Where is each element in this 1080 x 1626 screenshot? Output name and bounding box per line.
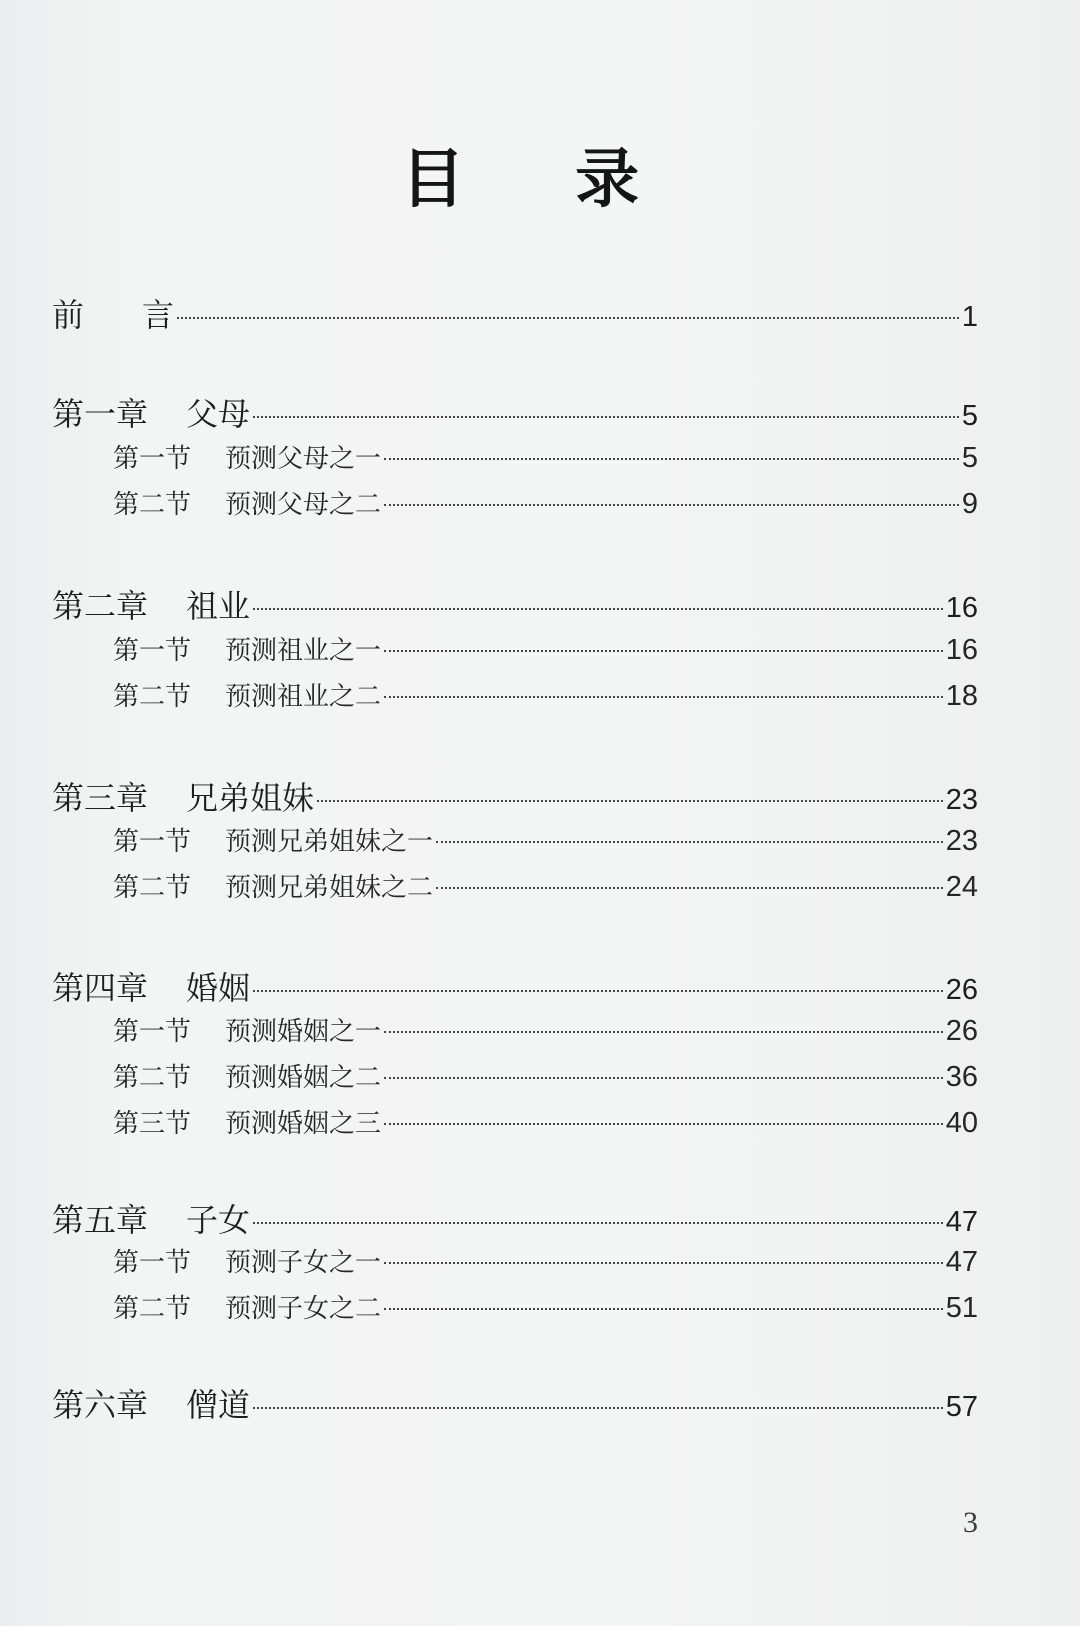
dot-leader <box>436 887 943 889</box>
dot-leader <box>317 800 943 802</box>
toc-chapter-entry <box>52 290 978 334</box>
section-number: 第二节 <box>113 490 192 520</box>
dot-leader <box>384 1077 943 1079</box>
toc-section-entry <box>113 867 978 905</box>
toc-page-number: 47 <box>945 1206 978 1238</box>
section-number: 第一节 <box>113 827 192 857</box>
toc-page-number: 5 <box>961 400 978 432</box>
section-number: 第一节 <box>113 1017 192 1047</box>
section-number: 第三节 <box>113 1109 192 1139</box>
toc-page-number: 5 <box>961 442 978 474</box>
toc-chapter-entry <box>52 1195 978 1239</box>
toc-page-number: 1 <box>961 301 978 333</box>
page-title: 目 录 <box>400 143 684 217</box>
dot-leader <box>384 458 959 460</box>
dot-leader <box>177 317 959 319</box>
dot-leader <box>384 1031 943 1033</box>
dot-leader <box>253 1222 943 1224</box>
chapter-title: 婚姻 <box>186 969 251 1007</box>
section-title: 预测祖业之二 <box>225 682 382 712</box>
toc-page-number: 23 <box>945 825 978 857</box>
dot-leader <box>384 1262 943 1264</box>
chapter-title: 言 <box>142 296 175 334</box>
toc-chapter-entry <box>52 773 978 817</box>
dot-leader <box>384 1308 943 1310</box>
section-number: 第二节 <box>113 873 192 903</box>
section-number: 第一节 <box>113 1248 192 1278</box>
toc-chapter-entry <box>52 389 978 433</box>
chapter-title: 兄弟姐妹 <box>186 779 315 817</box>
toc-page-number: 24 <box>945 871 978 903</box>
toc-page-number: 23 <box>945 784 978 816</box>
toc-page-number: 51 <box>945 1292 978 1324</box>
chapter-number: 前 <box>52 296 85 334</box>
chapter-number: 第二章 <box>52 587 149 625</box>
section-title: 预测婚姻之二 <box>225 1063 382 1093</box>
toc-section-entry <box>113 1011 978 1049</box>
toc-page-number: 18 <box>945 680 978 712</box>
toc-chapter-entry <box>52 963 978 1007</box>
section-title: 预测子女之一 <box>225 1248 382 1278</box>
toc-section-entry <box>113 676 978 714</box>
toc-section-entry <box>113 1057 978 1095</box>
chapter-number: 第三章 <box>52 779 149 817</box>
toc-section-entry <box>113 1103 978 1141</box>
dot-leader <box>253 990 943 992</box>
dot-leader <box>384 650 943 652</box>
dot-leader <box>384 696 943 698</box>
toc-page-number: 16 <box>945 634 978 666</box>
toc-page-number: 57 <box>945 1391 978 1423</box>
toc-section-entry <box>113 630 978 668</box>
section-number: 第二节 <box>113 1294 192 1324</box>
dot-leader <box>253 416 959 418</box>
page-number: 3 <box>963 1506 978 1539</box>
toc-section-entry <box>113 821 978 859</box>
toc-page-number: 26 <box>945 1015 978 1047</box>
chapter-title: 父母 <box>186 395 251 433</box>
toc-page-number: 9 <box>961 488 978 520</box>
section-title: 预测婚姻之一 <box>225 1017 382 1047</box>
section-title: 预测兄弟姐妹之二 <box>225 873 434 903</box>
section-number: 第一节 <box>113 444 192 474</box>
chapter-number: 第四章 <box>52 969 149 1007</box>
chapter-number: 第五章 <box>52 1201 149 1239</box>
toc-page-number: 40 <box>945 1107 978 1139</box>
chapter-title: 僧道 <box>186 1386 251 1424</box>
toc-section-entry <box>113 1242 978 1280</box>
chapter-title: 子女 <box>186 1201 251 1239</box>
section-title: 预测祖业之一 <box>225 636 382 666</box>
section-title: 预测子女之二 <box>225 1294 382 1324</box>
section-number: 第一节 <box>113 636 192 666</box>
toc-chapter-entry <box>52 1380 978 1424</box>
section-title: 预测兄弟姐妹之一 <box>225 827 434 857</box>
dot-leader <box>253 1407 943 1409</box>
chapter-title: 祖业 <box>186 587 251 625</box>
dot-leader <box>253 608 943 610</box>
section-number: 第二节 <box>113 1063 192 1093</box>
section-title: 预测婚姻之三 <box>225 1109 382 1139</box>
toc-section-entry <box>113 438 978 476</box>
toc-page-number: 47 <box>945 1246 978 1278</box>
toc-page-number: 36 <box>945 1061 978 1093</box>
toc-page-number: 26 <box>945 974 978 1006</box>
dot-leader <box>384 504 959 506</box>
section-title: 预测父母之一 <box>225 444 382 474</box>
toc-page-number: 16 <box>945 592 978 624</box>
toc-section-entry <box>113 1288 978 1326</box>
toc-chapter-entry <box>52 581 978 625</box>
toc-section-entry <box>113 484 978 522</box>
dot-leader <box>436 841 943 843</box>
chapter-number: 第六章 <box>52 1386 149 1424</box>
chapter-number: 第一章 <box>52 395 149 433</box>
section-number: 第二节 <box>113 682 192 712</box>
dot-leader <box>384 1123 943 1125</box>
section-title: 预测父母之二 <box>225 490 382 520</box>
